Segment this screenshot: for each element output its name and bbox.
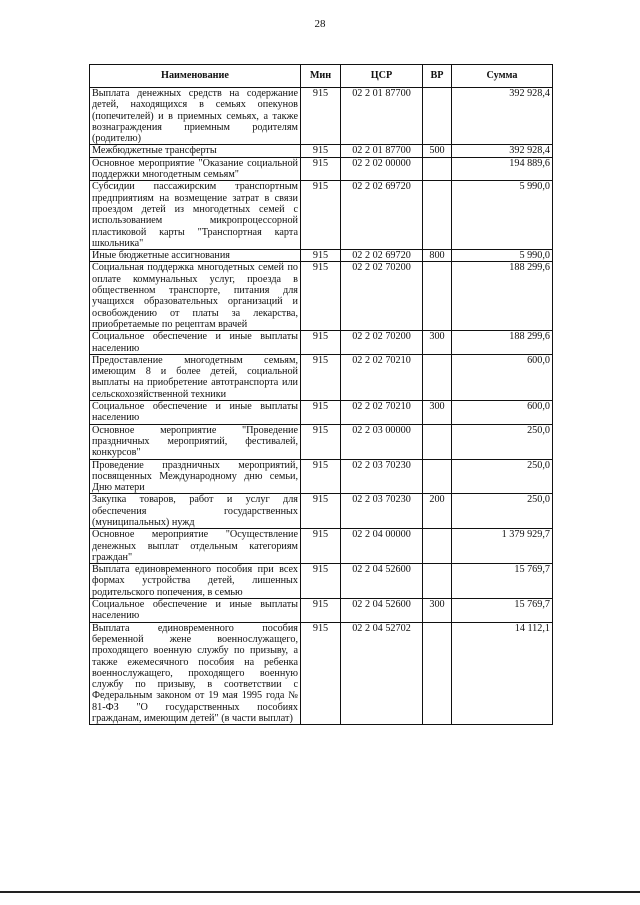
- cell-name: Выплата денежных средств на содержание детей, находящихся в семьях опекунов (попечителей) и в приемных семьях, а также вознаграждения приемным родителям (родителю): [90, 88, 301, 145]
- cell-sum: 14 112,1: [452, 622, 553, 725]
- cell-vr: [423, 157, 452, 181]
- cell-sum: 5 990,0: [452, 181, 553, 250]
- cell-sum: 250,0: [452, 494, 553, 529]
- cell-name: Предоставление многодетным семьям, имеющим 8 и более детей, социальной выплаты на приобретение автотранспорта или сельскохозяйственной техники: [90, 354, 301, 400]
- cell-csr: 02 2 02 69720: [341, 181, 423, 250]
- cell-vr: [423, 354, 452, 400]
- cell-name: Иные бюджетные ассигнования: [90, 250, 301, 262]
- table-row: [90, 331, 553, 355]
- header-csr: ЦСР: [341, 65, 423, 88]
- cell-vr: 300: [423, 599, 452, 623]
- table-row: [90, 599, 553, 623]
- cell-name: Социальное обеспечение и иные выплаты населению: [90, 401, 301, 425]
- cell-sum: 392 928,4: [452, 145, 553, 157]
- cell-min: 915: [301, 599, 341, 623]
- cell-min: 915: [301, 354, 341, 400]
- cell-vr: [423, 529, 452, 564]
- page-bottom-rule: [0, 891, 640, 893]
- cell-min: 915: [301, 262, 341, 331]
- table-row: [90, 622, 553, 725]
- cell-csr: 02 2 04 52600: [341, 599, 423, 623]
- cell-csr: 02 2 03 00000: [341, 424, 423, 459]
- cell-vr: [423, 88, 452, 145]
- cell-csr: 02 2 01 87700: [341, 145, 423, 157]
- table-row: [90, 564, 553, 599]
- cell-csr: 02 2 04 52600: [341, 564, 423, 599]
- cell-name: Социальное обеспечение и иные выплаты населению: [90, 599, 301, 623]
- cell-sum: 188 299,6: [452, 331, 553, 355]
- cell-sum: 600,0: [452, 401, 553, 425]
- cell-min: 915: [301, 424, 341, 459]
- cell-vr: [423, 564, 452, 599]
- cell-csr: 02 2 03 70230: [341, 494, 423, 529]
- cell-sum: 392 928,4: [452, 88, 553, 145]
- cell-csr: 02 2 01 87700: [341, 88, 423, 145]
- cell-name: Выплата единовременного пособия беременной жене военнослужащего, проходящего военную службу по призыву, а также ежемесячного пособия на ребенка военнослужащего, проходящего военную службу по призыву, в соответствии с Федеральным законом от 19 мая 1995 года № 81-ФЗ "О государственных пособиях гражданам, имеющим детей" (в части выплат): [90, 622, 301, 725]
- cell-min: 915: [301, 157, 341, 181]
- cell-vr: [423, 459, 452, 494]
- cell-csr: 02 2 02 70200: [341, 262, 423, 331]
- cell-csr: 02 2 04 52702: [341, 622, 423, 725]
- table-row: [90, 354, 553, 400]
- cell-vr: [423, 262, 452, 331]
- header-vr: ВР: [423, 65, 452, 88]
- table-row: [90, 157, 553, 181]
- table-row: [90, 494, 553, 529]
- table-row: [90, 401, 553, 425]
- cell-min: 915: [301, 494, 341, 529]
- budget-table: [89, 64, 553, 725]
- cell-sum: 250,0: [452, 459, 553, 494]
- cell-name: Основное мероприятие "Осуществление денежных выплат отдельным категориям граждан": [90, 529, 301, 564]
- cell-min: 915: [301, 564, 341, 599]
- table-row: [90, 181, 553, 250]
- cell-vr: 800: [423, 250, 452, 262]
- cell-sum: 194 889,6: [452, 157, 553, 181]
- cell-csr: 02 2 02 00000: [341, 157, 423, 181]
- cell-vr: 500: [423, 145, 452, 157]
- cell-min: 915: [301, 88, 341, 145]
- cell-sum: 250,0: [452, 424, 553, 459]
- cell-csr: 02 2 02 69720: [341, 250, 423, 262]
- cell-sum: 5 990,0: [452, 250, 553, 262]
- cell-name: Закупка товаров, работ и услуг для обеспечения государственных (муниципальных) нужд: [90, 494, 301, 529]
- cell-min: 915: [301, 250, 341, 262]
- cell-min: 915: [301, 331, 341, 355]
- cell-vr: 300: [423, 401, 452, 425]
- table-row: [90, 459, 553, 494]
- table-body: [90, 88, 553, 725]
- cell-min: 915: [301, 181, 341, 250]
- table-row: [90, 145, 553, 157]
- cell-csr: 02 2 02 70210: [341, 401, 423, 425]
- cell-sum: 600,0: [452, 354, 553, 400]
- table-header-row: [90, 65, 553, 88]
- cell-name: Субсидии пассажирским транспортным предприятиям на возмещение затрат в связи проездом детей из многодетных семей с использованием микропроцессорной пластиковой карты "Транспортная карта школьника": [90, 181, 301, 250]
- cell-min: 915: [301, 401, 341, 425]
- cell-sum: 1 379 929,7: [452, 529, 553, 564]
- cell-min: 915: [301, 622, 341, 725]
- table-row: [90, 424, 553, 459]
- cell-vr: [423, 622, 452, 725]
- cell-sum: 188 299,6: [452, 262, 553, 331]
- cell-csr: 02 2 03 70230: [341, 459, 423, 494]
- cell-name: Проведение праздничных мероприятий, посвященных Международному дню семьи, Дню матери: [90, 459, 301, 494]
- cell-vr: [423, 181, 452, 250]
- cell-sum: 15 769,7: [452, 564, 553, 599]
- cell-vr: 300: [423, 331, 452, 355]
- cell-csr: 02 2 02 70210: [341, 354, 423, 400]
- cell-name: Социальная поддержка многодетных семей по оплате коммунальных услуг, проезда в общественном транспорте, питания для учащихся образовательных организаций и освобождению от платы за лекарства, приобретаемые по рецептам врачей: [90, 262, 301, 331]
- table-row: [90, 88, 553, 145]
- cell-name: Выплата единовременного пособия при всех формах устройства детей, лишенных родительского попечения, в семью: [90, 564, 301, 599]
- cell-name: Основное мероприятие "Проведение праздничных мероприятий, фестивалей, конкурсов": [90, 424, 301, 459]
- table-row: [90, 529, 553, 564]
- cell-vr: 200: [423, 494, 452, 529]
- cell-name: Межбюджетные трансферты: [90, 145, 301, 157]
- cell-min: 915: [301, 145, 341, 157]
- cell-csr: 02 2 02 70200: [341, 331, 423, 355]
- cell-min: 915: [301, 529, 341, 564]
- header-sum: Сумма: [452, 65, 553, 88]
- header-name: Наименование: [90, 65, 301, 88]
- header-min: Мин: [301, 65, 341, 88]
- table-row: [90, 262, 553, 331]
- cell-vr: [423, 424, 452, 459]
- cell-csr: 02 2 04 00000: [341, 529, 423, 564]
- page-number: 28: [314, 18, 326, 30]
- cell-name: Основное мероприятие "Оказание социальной поддержки многодетным семьям": [90, 157, 301, 181]
- cell-sum: 15 769,7: [452, 599, 553, 623]
- table-row: [90, 250, 553, 262]
- cell-name: Социальное обеспечение и иные выплаты населению: [90, 331, 301, 355]
- cell-min: 915: [301, 459, 341, 494]
